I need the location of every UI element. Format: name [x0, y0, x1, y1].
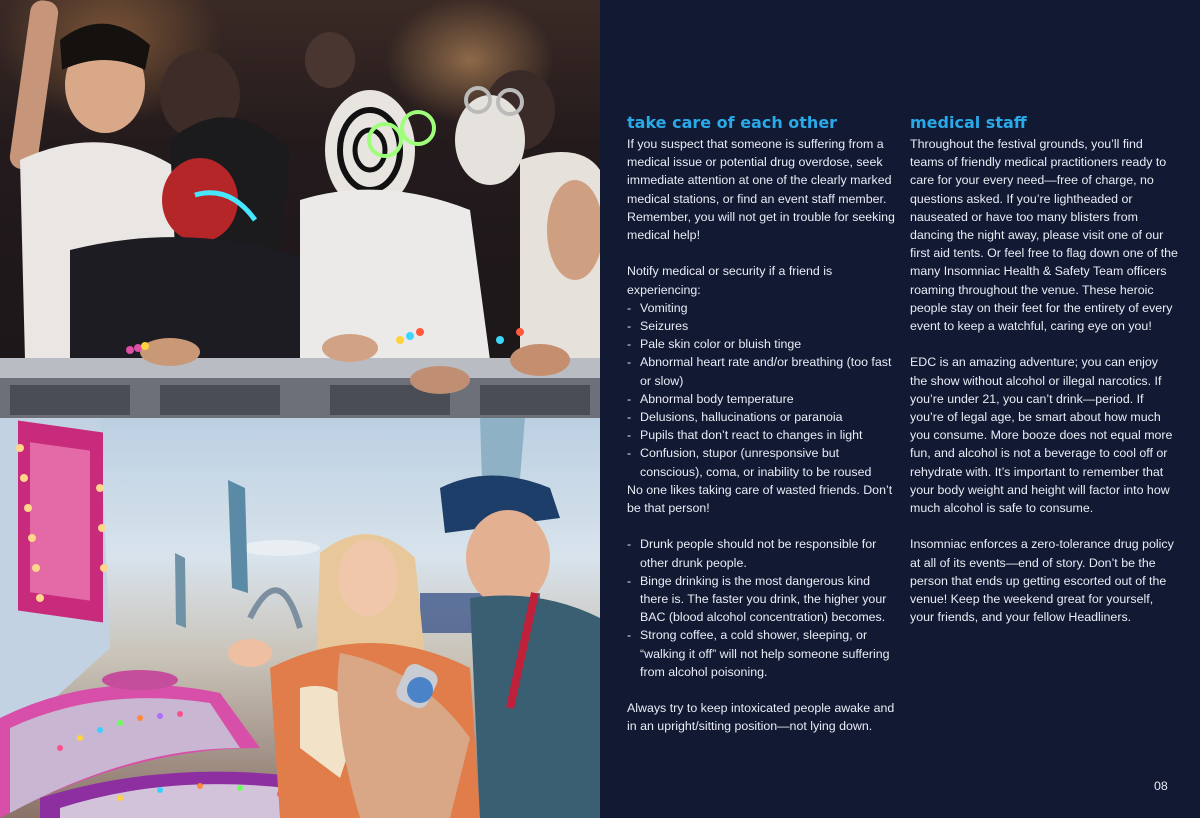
- symptom-list: [627, 299, 899, 481]
- drinking-item: - Strong coffee, a cold shower, sleeping, or “walking it off” will not help someone suffering from alcohol poisoning.: [627, 626, 899, 681]
- medical-staff-column: [910, 113, 1178, 645]
- notify-text: Notify medical or security if a friend is experiencing:: [627, 264, 833, 297]
- symptom-item: - Pale skin color or bluish tinge: [627, 335, 899, 353]
- page-number: 08: [1154, 779, 1168, 793]
- symptom-item: - Confusion, stupor (unresponsive but conscious), coma, or inability to be roused: [627, 444, 899, 480]
- drug-policy-para: Insomniac enforces a zero-tolerance drug policy at all of its events—end of story. Don’t be the person that ends up getting escorted out of the venue! Keep the weekend great for yourself, your friends, and your fellow Headliners.: [910, 537, 1174, 625]
- symptom-item: - Vomiting: [627, 299, 899, 317]
- take-care-heading: take care of each other: [627, 113, 838, 132]
- take-care-intro: If you suspect that someone is suffering from a medical issue or potential drug overdose, seek immediate attention at one of the clearly marked medical stations, or find an event staff member. Remember, you will not get in trouble for seeking medical help!: [627, 137, 895, 243]
- symptom-item: - Delusions, hallucinations or paranoia: [627, 408, 899, 426]
- take-care-column: [627, 113, 899, 736]
- crowd-illustration: [0, 0, 600, 418]
- medical-staff-para: Throughout the festival grounds, you’ll find teams of friendly medical practitioners ready to care for your every need—free of charge, no questions asked. If you’re lightheaded or nauseated or have too many blisters from dancing the night away, please visit one of our first aid tents. Or feel free to flag down one of the many Insomniac Health & Safety Team officers roaming throughout the venue. These heroic people stay on their feet for the entirety of every event to keep a watchful, caring eye on you!: [910, 137, 1178, 334]
- symptom-item: - Abnormal body temperature: [627, 390, 899, 408]
- drinking-list: [627, 535, 899, 681]
- alcohol-para: EDC is an amazing adventure; you can enjoy the show without alcohol or illegal narcotics. If you’re under 21, you can’t drink—period. If you’re of legal age, be smart about how much you consume. More booze does not equal more fun, and alcohol is not a beverage to cool off or rehydrate with. It’s important to remember that your body weight and height will factor into how much alcohol is safe to consume.: [910, 355, 1173, 516]
- crowd-photo: [0, 0, 600, 418]
- drinking-item: - Drunk people should not be responsible for other drunk people.: [627, 535, 899, 571]
- closing-text: Always try to keep intoxicated people awake and in an upright/sitting position—not lying down.: [627, 701, 895, 734]
- drinking-item: - Binge drinking is the most dangerous kind there is. The faster you drink, the higher your BAC (blood alcohol concentration) becomes.: [627, 572, 899, 627]
- medical-staff-heading: medical staff: [910, 113, 1027, 132]
- beads-illustration: [0, 418, 600, 818]
- symptom-item: - Abnormal heart rate and/or breathing (too fast or slow): [627, 353, 899, 389]
- wasted-friends-text: No one likes taking care of wasted friends. Don’t be that person!: [627, 482, 893, 516]
- symptom-item: - Seizures: [627, 317, 899, 335]
- kandi-beads-photo: [0, 418, 600, 818]
- symptom-item: - Pupils that don’t react to changes in light: [627, 426, 899, 444]
- text-panel: [600, 0, 1200, 818]
